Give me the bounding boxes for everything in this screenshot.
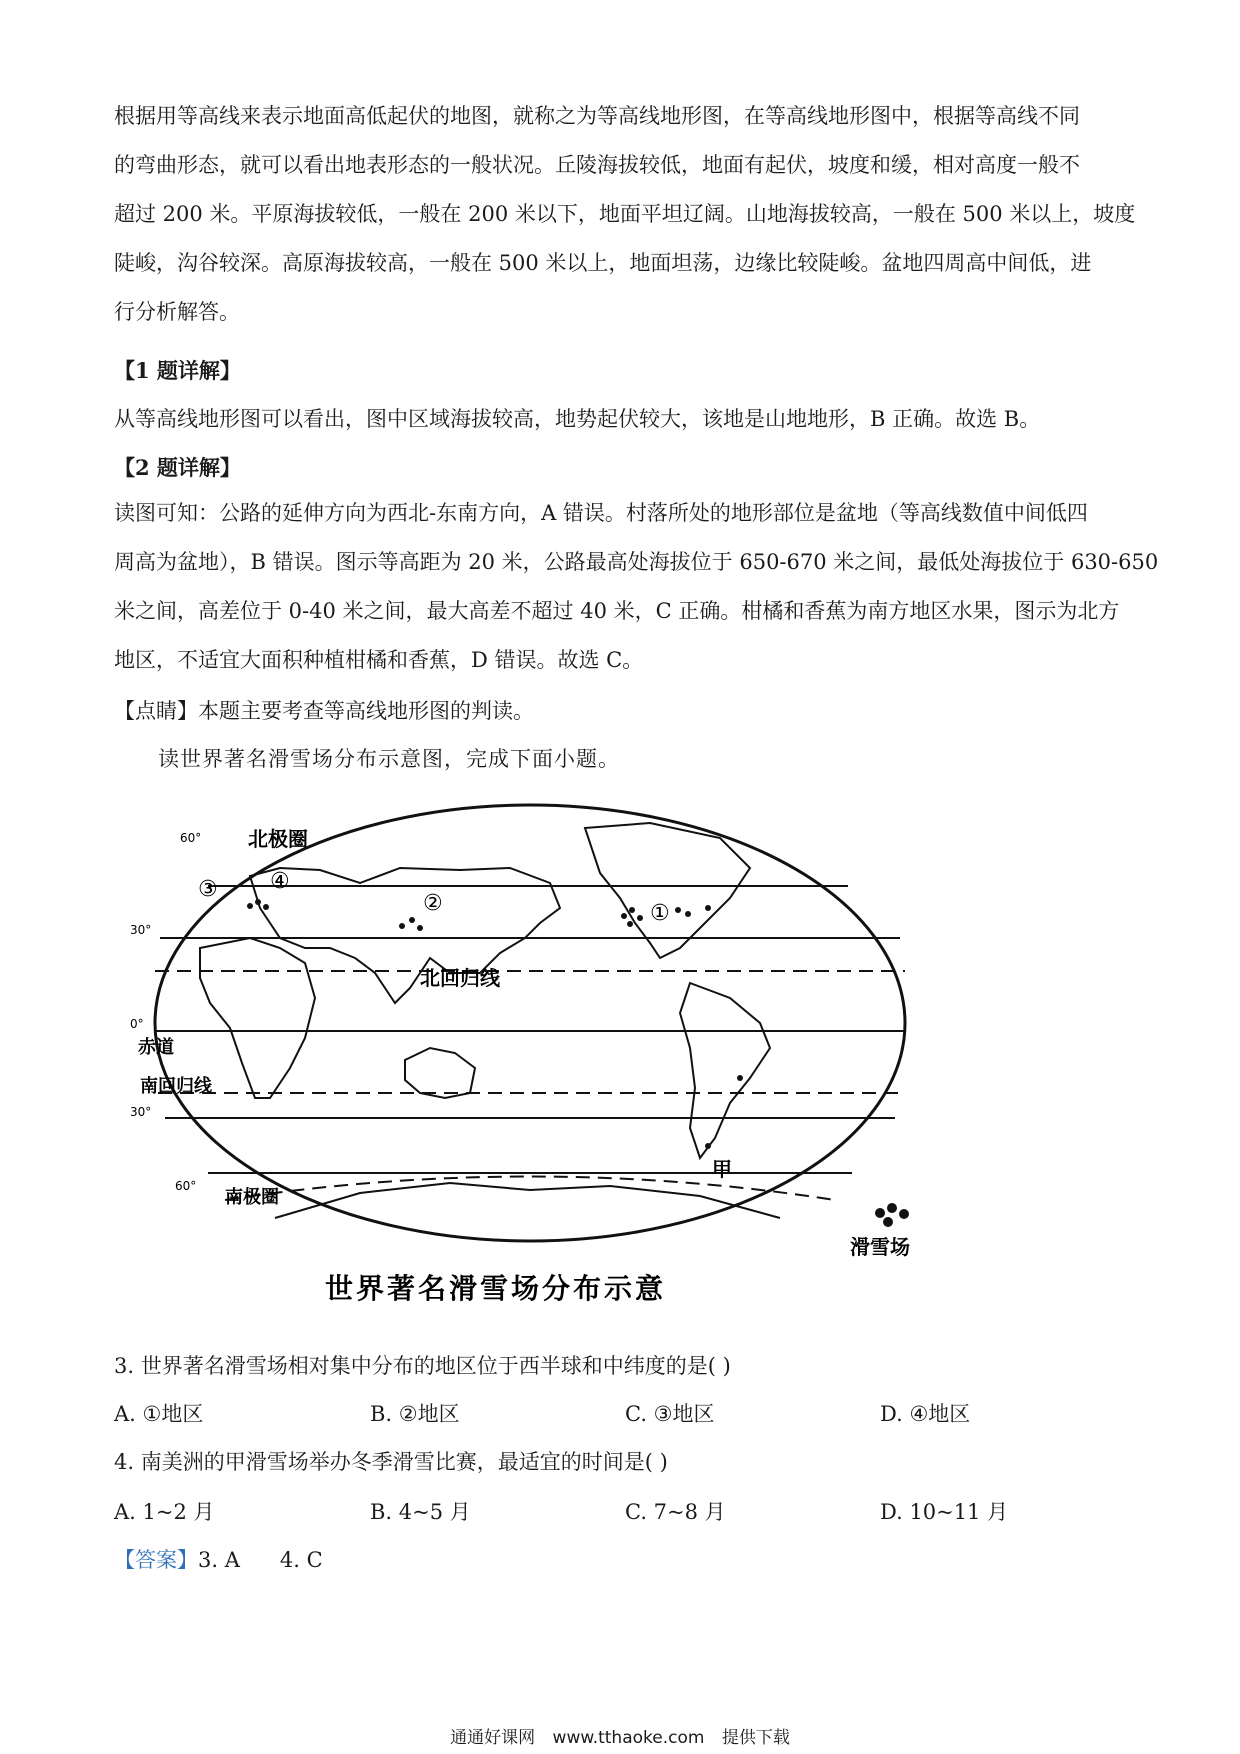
lat-tick-label: 60° (175, 1179, 197, 1193)
question-4-option-d[interactable]: D. 10~11 月 (880, 1500, 1009, 1524)
lat-tick-label: 30° (130, 1105, 152, 1119)
q2-detail-line: 地区，不适宜大面积种植柑橘和香蕉，D 错误。故选 C。 (114, 648, 644, 672)
lat-tick-label: 30° (130, 923, 152, 937)
antarctic-circle-label: 南极圈 (225, 1187, 279, 1208)
world-ski-map-figure (130, 798, 930, 1308)
tropic-of-cancer-label: 北回归线 (420, 966, 500, 990)
explanation-line: 超过 200 米。平原海拔较低，一般在 200 米以下，地面平坦辽阔。山地海拔较高，一般在 500 米以上，坡度 (114, 202, 1136, 226)
ski-resort-jia-label: 甲 (712, 1157, 732, 1181)
footer-url[interactable]: www.tthaoke.com (552, 1728, 705, 1748)
q2-detail-line: 米之间，高差位于 0-40 米之间，最大高差不超过 40 米，C 正确。柑橘和香蕉为南方地区水果，图示为北方 (114, 599, 1120, 623)
question-3-option-b[interactable]: B. ②地区 (370, 1402, 460, 1426)
q2-detail-heading: 【2 题详解】 (114, 455, 241, 480)
q2-detail-paragraph (114, 489, 1159, 685)
q1-detail-text: 从等高线地形图可以看出，图中区域海拔较高，地势起伏较大，该地是山地地形，B 正确。故选 B。 (114, 407, 1041, 431)
answer-tag: 【答案】 (114, 1548, 198, 1572)
footer-site-name: 通通好课网 (450, 1728, 536, 1748)
answer-line (114, 1544, 323, 1574)
region-marker-1: ① (650, 901, 670, 926)
question-3-option-c[interactable]: C. ③地区 (625, 1402, 715, 1426)
ski-resort-dots (247, 899, 743, 1149)
region-marker-4: ④ (270, 869, 290, 894)
map-intro-text: 读世界著名滑雪场分布示意图，完成下面小题。 (158, 747, 620, 771)
explanation-line: 行分析解答。 (114, 300, 240, 324)
question-3-stem: 3. 世界著名滑雪场相对集中分布的地区位于西半球和中纬度的是( ) (114, 1354, 731, 1378)
comment-text: 【点睛】本题主要考查等高线地形图的判读。 (114, 699, 534, 723)
question-4-option-c[interactable]: C. 7~8 月 (625, 1500, 726, 1524)
legend-ski-dots-icon (875, 1203, 909, 1227)
explanation-paragraph (114, 92, 1136, 337)
q2-detail-line: 读图可知：公路的延伸方向为西北-东南方向，A 错误。村落所处的地形部位是盆地（等高线数值中间低四 (114, 501, 1088, 525)
question-3-option-d[interactable]: D. ④地区 (880, 1402, 971, 1426)
footer-note: 提供下载 (721, 1728, 790, 1748)
answer-text: 3. A 4. C (198, 1548, 323, 1572)
lat-tick-label: 0° (130, 1017, 144, 1031)
question-3-option-a[interactable]: A. ①地区 (114, 1402, 204, 1426)
page-footer (0, 1723, 1240, 1748)
explanation-line: 根据用等高线来表示地面高低起伏的地图，就称之为等高线地形图，在等高线地形图中，根据等高线不同 (114, 104, 1080, 128)
q2-detail-line: 周高为盆地），B 错误。图示等高距为 20 米，公路最高处海拔位于 650-670 米之间，最低处海拔位于 630-650 (114, 550, 1159, 574)
legend-label: 滑雪场 (850, 1235, 910, 1259)
explanation-line: 陡峻，沟谷较深。高原海拔较高，一般在 500 米以上，地面坦荡，边缘比较陡峻。盆地四周高中间低，进 (114, 251, 1092, 275)
region-marker-2: ② (423, 891, 443, 916)
tropic-of-capricorn-label: 南回归线 (140, 1076, 212, 1097)
lat-tick-label: 60° (180, 831, 202, 845)
question-4-option-a[interactable]: A. 1~2 月 (114, 1500, 215, 1524)
arctic-circle-label: 北极圈 (248, 827, 308, 851)
map-title: 世界著名滑雪场分布示意 (325, 1272, 667, 1305)
region-marker-3: ③ (198, 877, 218, 902)
legend (850, 1203, 910, 1259)
question-4-option-b[interactable]: B. 4~5 月 (370, 1500, 471, 1524)
question-4-stem: 4. 南美洲的甲滑雪场举办冬季滑雪比赛，最适宜的时间是( ) (114, 1450, 668, 1474)
q1-detail-heading: 【1 题详解】 (114, 358, 241, 383)
explanation-line: 的弯曲形态，就可以看出地表形态的一般状况。丘陵海拔较低，地面有起伏，坡度和缓，相对高度一般不 (114, 153, 1080, 177)
equator-label: 赤道 (138, 1037, 174, 1058)
world-ski-map (130, 798, 930, 1308)
